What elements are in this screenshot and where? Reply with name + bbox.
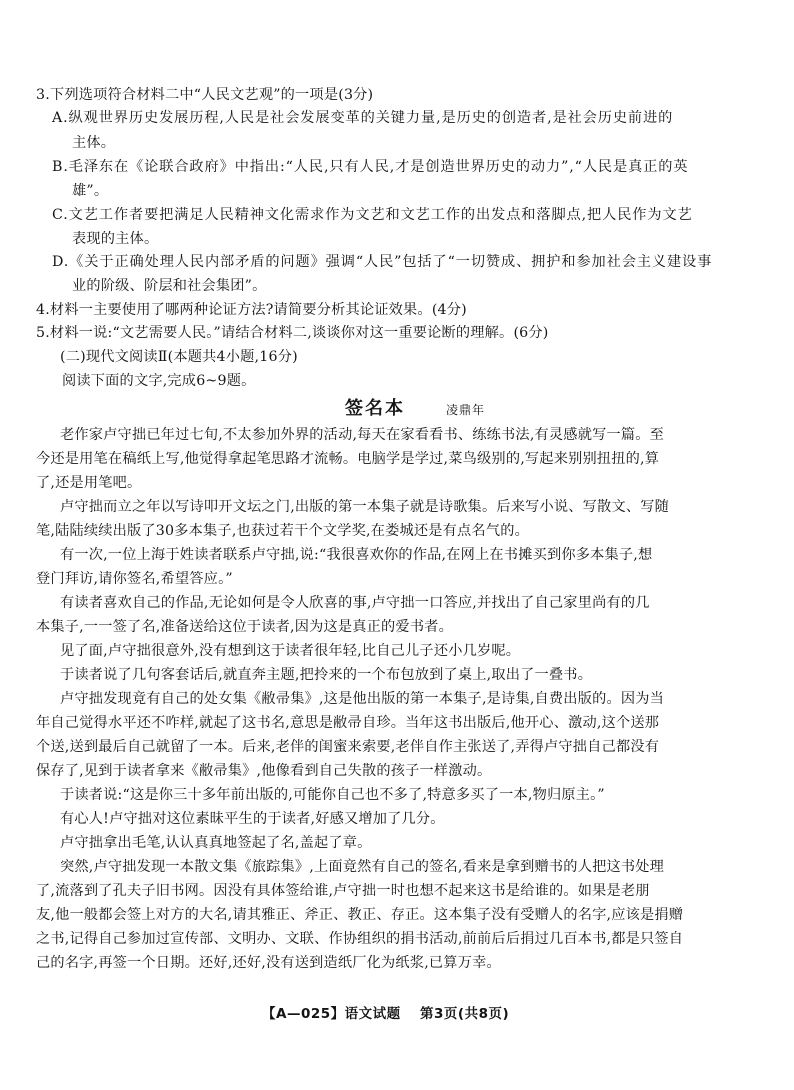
question-5: 5.材料一说:“文艺需要人民。”请结合材料二,谈谈你对这一重要论断的理解。(6分) xyxy=(36,325,549,341)
option-a-line-1: A.纵观世界历史发展历程,人民是社会发展变革的关键力量,是历史的创造者,是社会历史前进的 xyxy=(52,110,674,126)
article-line: 有一次,一位上海于姓读者联系卢守拙,说:“我很喜欢你的作品,在网上在书摊买到你多本集子,想 xyxy=(60,547,653,563)
article-line: 今还是用笔在稿纸上写,他觉得拿起笔思路才流畅。电脑学是学过,菜鸟级别的,写起来别别扭扭的,算 xyxy=(36,451,660,467)
article-line: 于读者说了几句客套话后,就直奔主题,把拎来的一个布包放到了桌上,取出了一叠书。 xyxy=(60,667,593,683)
option-d-line-2: 业的阶级、阶层和社会集团”。 xyxy=(72,278,267,294)
question-4: 4.材料一主要使用了哪两种论证方法?请简要分析其论证效果。(4分) xyxy=(36,302,467,318)
section-heading: (二)现代文阅读Ⅱ(本题共4小题,16分) xyxy=(60,349,298,365)
footer-paper-code: 【A—025】语文试题 xyxy=(262,1006,401,1022)
article-line: 卢守拙发现竟有自己的处女集《敝帚集》,这是他出版的第一本集子,是诗集,自费出版的。因为当 xyxy=(60,691,665,707)
article-line: 卢守拙拿出毛笔,认认真真地签起了名,盖起了章。 xyxy=(60,835,372,851)
article-line: 保存了,见到于读者拿来《敝帚集》,他像看到自己失散的孩子一样激动。 xyxy=(36,763,492,779)
article-line: 之书,记得自己参加过宣传部、文明办、文联、作协组织的捐书活动,前前后后捐过几百本书,都是只签自 xyxy=(36,931,684,947)
question-3-stem: 3.下列选项符合材料二中“人民文艺观”的一项是(3分) xyxy=(36,87,374,103)
section-instruction: 阅读下面的文字,完成6~9题。 xyxy=(62,373,256,389)
option-a-line-2: 主体。 xyxy=(72,135,116,151)
article-line: 卢守拙而立之年以写诗叩开文坛之门,出版的第一本集子就是诗歌集。后来写小说、写散文、写随 xyxy=(60,499,669,515)
article-line: 有读者喜欢自己的作品,无论如何是令人欣喜的事,卢守拙一口答应,并找出了自己家里尚有的几 xyxy=(60,595,650,611)
article-line: 见了面,卢守拙很意外,没有想到这于读者很年轻,比自己儿子还小几岁呢。 xyxy=(60,643,521,659)
article-line: 老作家卢守拙已年过七旬,不太参加外界的活动,每天在家看看书、练练书法,有灵感就写一篇。至 xyxy=(60,427,665,443)
article-line: 于读者说:“这是你三十多年前出版的,可能你自己也不多了,特意多买了一本,物归原主。” xyxy=(60,787,605,803)
option-b-line-1: B.毛泽东在《论联合政府》中指出:“人民,只有人民,才是创造世界历史的动力”,“人民是真正的英 xyxy=(52,159,689,175)
article-line: 本集子,一一签了名,准备送给这位于读者,因为这是真正的爱书者。 xyxy=(36,619,453,635)
article-line: 登门拜访,请你签名,希望答应。” xyxy=(36,571,233,587)
option-c-line-1: C.文艺工作者要把满足人民精神文化需求作为文艺和文艺工作的出发点和落脚点,把人民作为文艺 xyxy=(52,207,693,223)
article-line: 了,还是用笔吧。 xyxy=(36,475,142,491)
article-author: 凌鼎年 xyxy=(446,403,486,417)
article-line: 笔,陆陆续续出版了30多本集子,也获过若干个文学奖,在娄城还是有点名气的。 xyxy=(36,523,529,539)
article-line: 了,流落到了孔夫子旧书网。因没有具体签给谁,卢守拙一时也想不起来这书是给谁的。如果是老朋 xyxy=(36,883,650,899)
article-line: 年自己觉得水平还不咋样,就起了这书名,意思是敝帚自珍。当年这书出版后,他开心、激动,这个送那 xyxy=(36,715,660,731)
option-c-line-2: 表现的主体。 xyxy=(72,231,159,247)
article-line: 己的名字,再签一个日期。还好,还好,没有送到造纸厂化为纸浆,已算万幸。 xyxy=(36,955,501,971)
footer-page-number: 第3页(共8页) xyxy=(420,1006,510,1022)
article-line: 有心人!卢守拙对这位素昧平生的于读者,好感又增加了几分。 xyxy=(60,811,445,827)
article-title: 签名本 xyxy=(345,398,405,419)
option-d-line-1: D.《关于正确处理人民内部矛盾的问题》强调“人民”包括了“一切赞成、拥护和参加社会主义建设事 xyxy=(52,254,713,270)
article-line: 个送,送到最后自己就留了一本。后来,老伴的闺蜜来索要,老伴自作主张送了,弄得卢守拙自己都没有 xyxy=(36,739,660,755)
article-line: 突然,卢守拙发现一本散文集《旅踪集》,上面竟然有自己的签名,看来是拿到赠书的人把这书处理 xyxy=(60,859,665,875)
option-b-line-2: 雄”。 xyxy=(72,183,109,199)
article-line: 友,他一般都会签上对方的大名,请其雅正、斧正、教正、存正。这本集子没有受赠人的名字,应该是捐赠 xyxy=(36,907,684,923)
